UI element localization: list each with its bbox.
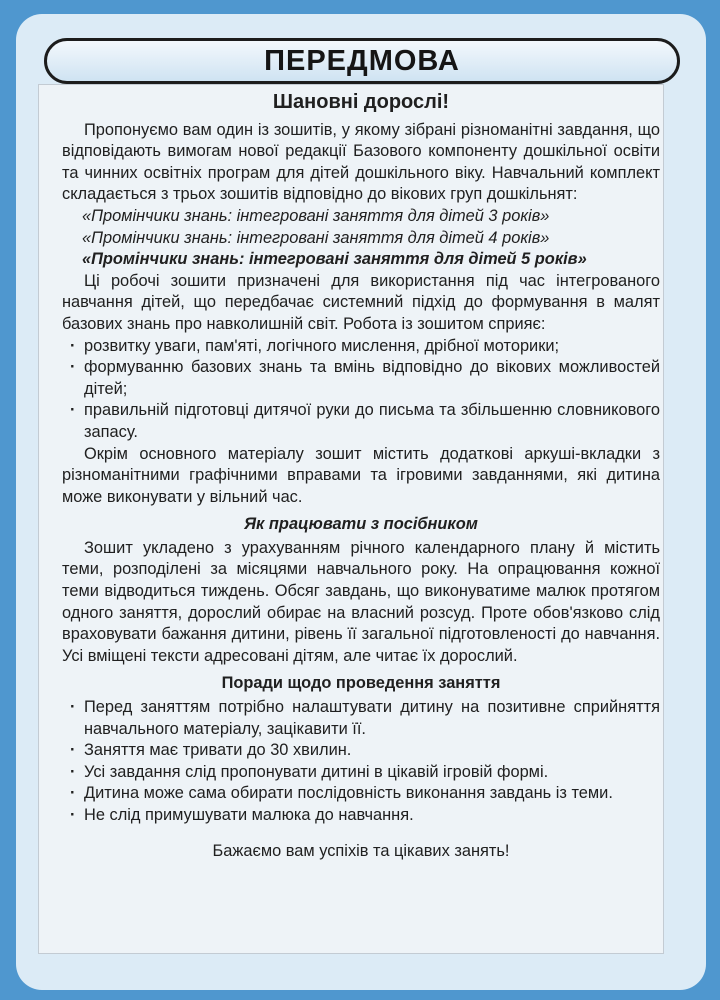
tip-item: · Не слід примушувати малюка до навчання. <box>62 805 660 827</box>
title-banner <box>44 38 680 84</box>
tip-item: · Заняття має тривати до 30 хвилин. <box>62 740 660 762</box>
benefit-item: · формуванню базових знань та вмінь відповідно до вікових можливостей дітей; <box>62 357 660 400</box>
benefit-item: · розвитку уваги, пам'яті, логічного мислення, дрібної моторики; <box>62 336 660 358</box>
tip-item: · Усі завдання слід пропонувати дитині в цікавій ігровій формі. <box>62 762 660 784</box>
how-to-heading: Як працювати з посібником <box>244 515 478 534</box>
how-to-paragraph: Зошит укладено з урахуванням річного календарного плану й містить теми, розподілені за місяцями навчального року. На опрацювання кожної теми відводиться тиждень. Обсяг завдань, що виконуватиме малюк протягом одного заняття, дорослий обирає на власний розсуд. Проте обов'язково слід враховувати бажання дитини, рівень її загальної підготовленості до навчання. Усі вміщені тексти адресовані дітям, але читає їх дорослий. <box>62 538 660 665</box>
book-title: «Промінчики знань: інтегровані заняття для дітей 5 років» <box>82 250 587 269</box>
intro-paragraph: Пропонуємо вам один із зошитів, у якому зібрані різноманітні завдання, що відповідають вимогам нової редакції Базового компоненту дошкільної освіти та чинних освітніх програм для дітей дошкільного віку. Навчальний комплект складається з трьох зошитів відповідно до вікових груп дошкільнят: <box>62 120 660 204</box>
preface-text <box>62 90 660 862</box>
page-title: ПЕРЕДМОВА <box>264 44 460 77</box>
book-title: «Промінчики знань: інтегровані заняття для дітей 3 років» <box>82 206 550 225</box>
tip-item: · Дитина може сама обирати послідовність виконання завдань із теми. <box>62 783 660 805</box>
closing-line: Бажаємо вам успіхів та цікавих занять! <box>212 841 510 860</box>
tips-heading: Поради щодо проведення заняття <box>221 674 501 693</box>
extra-paragraph: Окрім основного матеріалу зошит містить додаткові аркуші-вкладки з різноманітними графічними вправами та ігровими завданнями, які дитина може виконувати у вільний час. <box>62 444 660 506</box>
benefit-item: · правильній підготовці дитячої руки до письма та збільшенню словникового запасу. <box>62 400 660 443</box>
book-title: «Промінчики знань: інтегровані заняття для дітей 4 років» <box>82 228 550 247</box>
purpose-paragraph: Ці робочі зошити призначені для використання під час інтегрованого навчання дітей, що передбачає системний підхід до формування в малят базових знань про навколишній світ. Робота із зошитом сприяє: <box>62 271 660 333</box>
tip-item: · Перед заняттям потрібно налаштувати дитину на позитивне сприйняття навчального матеріалу, зацікавити її. <box>62 697 660 740</box>
greeting-heading: Шановні дорослі! <box>272 91 450 113</box>
